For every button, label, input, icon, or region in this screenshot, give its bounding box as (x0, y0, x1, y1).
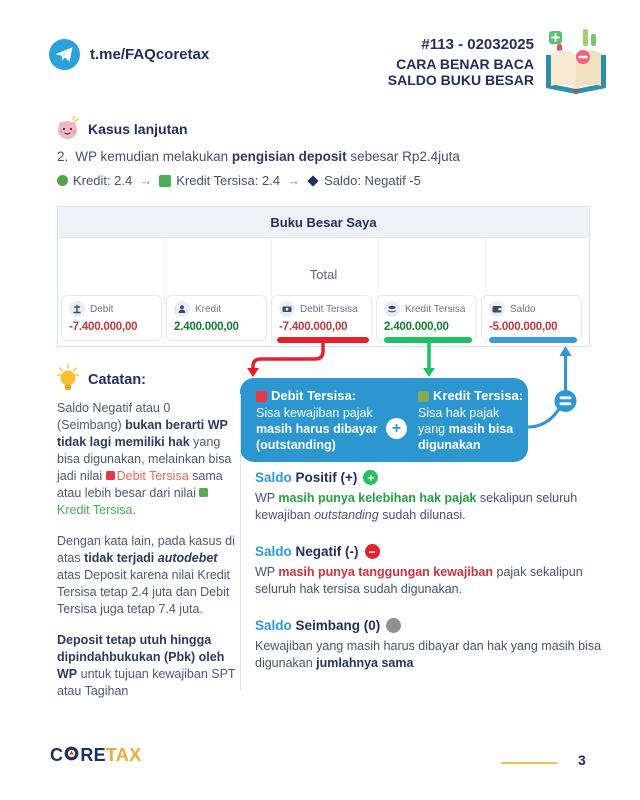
arrow-right-icon: → (287, 173, 301, 188)
coretax-logo: C RE TAX (50, 745, 142, 765)
kredit-card (166, 295, 267, 341)
wallet-icon (489, 301, 505, 317)
column-label: Saldo (510, 303, 536, 315)
callout-right-line1: Sisa hak pajak (418, 406, 500, 420)
saldo-seimbang-body: Kewajiban yang masih harus dibayar dan hak yang masih bisa digunakan jumlahnya sama (255, 639, 602, 670)
saldo-highlight-bar (489, 337, 577, 343)
tersisa-callout-box (240, 378, 528, 462)
minus-circle-icon: − (365, 544, 380, 559)
equals-badge-icon (555, 390, 577, 412)
item-number: 2. (57, 149, 69, 164)
column-label: Debit (90, 303, 114, 315)
debit-tersisa-card (271, 295, 372, 341)
red-square-marker (256, 391, 267, 402)
saldo-positif-body: WP masih punya kelebihan hak pajak sekalipun seluruh kewajiban outstanding sudah dilunasi. (255, 491, 578, 522)
neutral-circle-icon (386, 618, 401, 633)
hand-scale-icon (69, 301, 85, 317)
saldo-value: -5.000.000,00 (489, 321, 558, 333)
debit-tersisa-highlight-bar (277, 337, 369, 343)
page-title-line1: CARA BENAR BACA (396, 56, 534, 72)
catatan-paragraph-3: Deposit tetap utuh hingga dipindahbukukan (Pbk) oleh WP untuk tujuan kewajiban SPT atau Tagihan (57, 633, 236, 698)
lightbulb-icon (56, 364, 80, 399)
callout-right-line2: yang masih bisa (418, 422, 514, 436)
saldo-card (481, 295, 582, 341)
open-book-icon (543, 28, 609, 105)
saldo-positif-section: Saldo Positif (+) + WP masih punya kelebihan hak pajak sekalipun seluruh kewajiban outstanding sudah dilunasi. (255, 470, 602, 524)
saldo-sections (255, 470, 602, 692)
saldo-negatif-body: WP masih punya tanggungan kewajiban pajak sekalipun seluruh hak tersisa sudah digunakan. (255, 565, 583, 596)
plus-badge-icon: + (386, 418, 407, 439)
debit-tersisa-explainer (256, 388, 378, 453)
column-label: Kredit (195, 303, 222, 315)
page-title-line2: SALDO BUKU BESAR (387, 72, 534, 88)
catatan-paragraph-2: Dengan kata lain, pada kasus di atas tidak terjadi autodebet atas Deposit karena nilai Kredit Tersisa tetap 2.4 juta dan Debit Tersisa juga tetap 7.4 juta. (57, 534, 235, 616)
saldo-negatif-section: Saldo Negatif (-) − WP masih punya tanggungan kewajiban pajak sekalipun seluruh hak tersisa sudah digunakan. (255, 544, 602, 598)
banknote-icon (279, 301, 295, 317)
debit-tersisa-value: -7.400.000,00 (279, 321, 348, 333)
catatan-paragraph-1: Saldo Negatif atau 0 (Seimbang) bukan berarti WP tidak lagi memiliki hak yang bisa digunakan, melainkan bisa jadi nilai Debit Tersisa sama atau lebih besar dari nilai Kredit Tersisa. (57, 401, 232, 517)
debit-card (61, 295, 162, 341)
green-square-marker (159, 175, 171, 187)
callout-left-title: Debit Tersisa: (271, 388, 357, 403)
column-label: Kredit Tersisa (405, 303, 466, 315)
table-title: Buku Besar Saya (270, 214, 377, 230)
table-title-bar (58, 207, 589, 238)
kredit-tersisa-card (376, 295, 477, 341)
green-square-marker (199, 488, 208, 497)
page-number: 3 (578, 752, 586, 768)
catatan-heading: Catatan: (88, 372, 147, 388)
green-square-marker (418, 391, 429, 402)
edition-number: #113 - 02032025 (421, 36, 534, 53)
item-text-post: sebesar Rp2.4juta (346, 149, 460, 164)
case-item-2 (57, 149, 460, 164)
catatan-body (57, 400, 238, 714)
telegram-plane-icon (49, 39, 80, 70)
plus-circle-icon: + (363, 470, 378, 485)
ledger-cards-row (61, 295, 582, 341)
kredit-tersisa-value: 2.400.000,00 (384, 321, 449, 333)
flow-kredit-tersisa-label: Kredit Tersisa: 2.4 (176, 173, 281, 188)
red-arrowhead-icon (247, 368, 259, 377)
item-text-bold: pengisian deposit (231, 149, 347, 164)
green-arrowhead-icon (423, 368, 435, 377)
callout-left-line2: masih harus dibayar (256, 422, 378, 436)
buku-besar-table (57, 206, 590, 347)
column-label: Debit Tersisa (300, 303, 358, 315)
arrow-right-icon: → (139, 173, 153, 188)
coins-icon (384, 301, 400, 317)
debit-value: -7.400.000,00 (69, 321, 138, 333)
blue-arrowhead-icon (560, 346, 572, 356)
flow-saldo-label: Saldo: Negatif -5 (324, 173, 421, 188)
navy-diamond-marker (307, 175, 318, 186)
person-icon (174, 301, 190, 317)
callout-right-title: Kredit Tersisa: (433, 388, 524, 403)
callout-right-line3: digunakan (418, 438, 481, 452)
callout-left-line3: (outstanding) (256, 438, 336, 452)
legend-flow-row (57, 173, 421, 188)
channel-link[interactable]: t.me/FAQcoretax (90, 46, 210, 63)
vertical-divider (240, 394, 241, 690)
kredit-value: 2.400.000,00 (174, 321, 239, 333)
red-square-marker (106, 471, 115, 480)
callout-left-line1: Sisa kewajiban pajak (256, 406, 373, 420)
kredit-tersisa-highlight-bar (384, 337, 472, 343)
coretax-o-icon (64, 745, 79, 766)
case-heading: Kasus lanjutan (88, 121, 188, 137)
flow-kredit-label: Kredit: 2.4 (73, 173, 133, 188)
brain-mascot-icon (55, 116, 81, 147)
green-circle-marker (57, 175, 68, 186)
kredit-tersisa-explainer (418, 388, 523, 453)
item-text-pre: WP kemudian melakukan (75, 149, 232, 164)
saldo-seimbang-section: Saldo Seimbang (0) Kewajiban yang masih harus dibayar dan hak yang masih bisa digunakan jumlahnya sama (255, 618, 602, 670)
telegram-icon[interactable] (49, 39, 80, 70)
header-title-block (388, 36, 534, 88)
total-row-label: Total (309, 267, 338, 282)
footer-accent-line (501, 762, 557, 764)
